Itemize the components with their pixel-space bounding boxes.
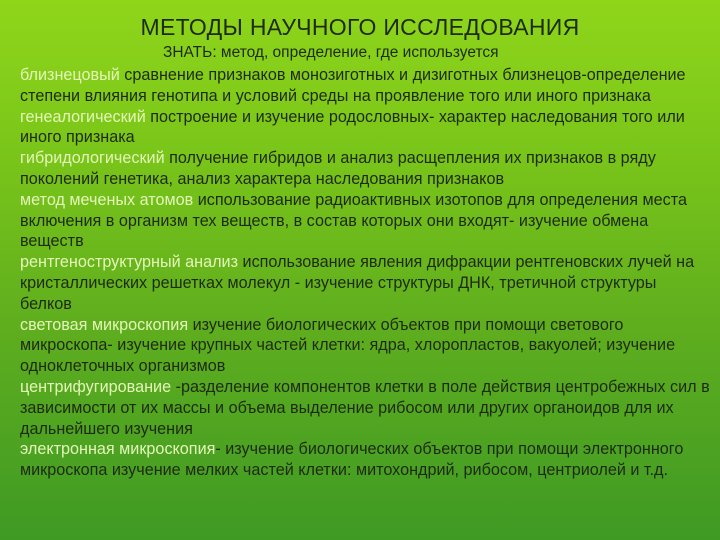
method-term: метод меченых атомов <box>20 190 194 209</box>
methods-list <box>20 65 712 481</box>
method-entry-twin <box>20 65 712 107</box>
method-description: -разделение компонентов клетки в поле действия центробежных сил в зависимости от их массы и объема выделение рибосом или других органоидов для их дальнейшего изучения <box>20 377 710 438</box>
method-description: построение и изучение родословных- характер наследования того или иного признака <box>20 107 685 147</box>
method-entry-xray <box>20 252 712 314</box>
method-term: близнецовый <box>20 66 120 84</box>
slide-title: МЕТОДЫ НАУЧНОГО ИССЛЕДОВАНИЯ <box>140 14 580 40</box>
method-description: сравнение признаков монозиготных и дизиготных близнецов-определение степени влияния генотипа и условий среды на проявление того или иного признака <box>20 66 686 105</box>
method-entry-electron-microscopy <box>20 439 712 481</box>
method-description: использование радиоактивных изотопов для определения места включения в организм тех веществ, в состав которых они входят- изучение обмена веществ <box>20 190 687 251</box>
method-term: световая микроскопия <box>20 315 189 334</box>
method-entry-light-microscopy <box>20 315 712 377</box>
method-description: - изучение биологических объектов при помощи электронного микроскопа изучение мелких частей клетки: митохондрий, рибосом, центриолей и т.д. <box>20 440 684 480</box>
method-entry-labeled-atoms <box>20 190 712 252</box>
method-description: изучение биологических объектов при помощи светового микроскопа- изучение крупных частей клетки: ядра, хлоропластов, вакуолей; изучение одноклеточных организмов <box>20 315 676 376</box>
method-term: электронная микроскопия <box>20 440 216 459</box>
method-term: генеалогический <box>20 107 146 126</box>
method-term: рентгеноструктурный анализ <box>20 253 239 272</box>
method-term: центрифугирование <box>20 377 172 396</box>
method-description: получение гибридов и анализ расщепления их признаков в ряду поколений генетика, анализ характера наследования признаков <box>20 149 656 188</box>
method-entry-genealogical <box>20 107 712 149</box>
method-entry-hybridological <box>20 148 712 190</box>
method-entry-centrifugation <box>20 377 712 439</box>
slide-subtitle: ЗНАТЬ: метод, определение, где используется <box>163 44 499 61</box>
method-description: использование явления дифракции рентгеновских лучей на кристаллических решетках молекул - изучение структуры ДНК, третичной структуры белков <box>20 253 695 313</box>
method-term: гибридологический <box>20 149 165 168</box>
